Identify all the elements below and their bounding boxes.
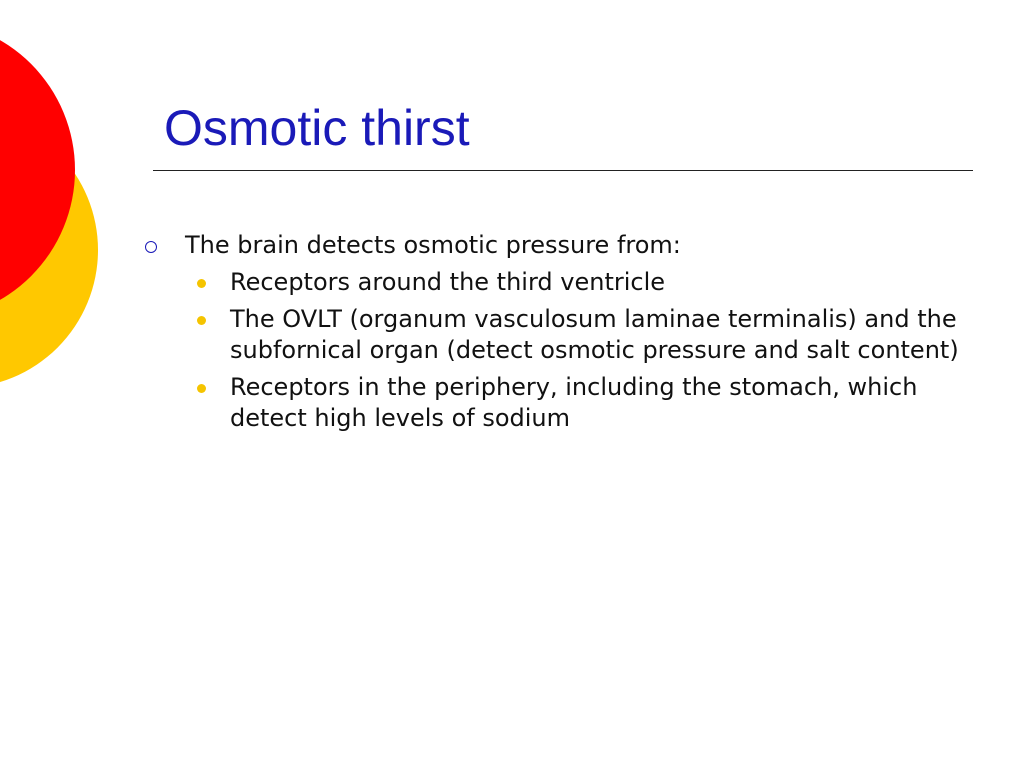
- slide-title: Osmotic thirst: [164, 100, 470, 156]
- sub-bullet-item: [197, 372, 985, 434]
- yellow-dot-bullet-icon: [197, 384, 206, 393]
- sub-bullet-item: [197, 267, 985, 298]
- title-divider: [153, 170, 973, 171]
- sub-bullet-text: The OVLT (organum vasculosum laminae terminalis) and the subfornical organ (detect osmotic pressure and salt content): [230, 305, 959, 364]
- sub-bullet-list: [145, 267, 985, 434]
- sub-bullet-text: Receptors around the third ventricle: [230, 268, 666, 296]
- slide-content: [145, 230, 985, 440]
- yellow-dot-bullet-icon: [197, 316, 206, 325]
- bullet-text: The brain detects osmotic pressure from:: [185, 231, 681, 259]
- decorative-circles: [0, 0, 110, 420]
- hollow-circle-bullet-icon: [145, 241, 157, 253]
- bullet-level1: [145, 230, 985, 261]
- yellow-dot-bullet-icon: [197, 279, 206, 288]
- sub-bullet-item: [197, 304, 985, 366]
- sub-bullet-text: Receptors in the periphery, including the stomach, which detect high levels of sodium: [230, 373, 918, 432]
